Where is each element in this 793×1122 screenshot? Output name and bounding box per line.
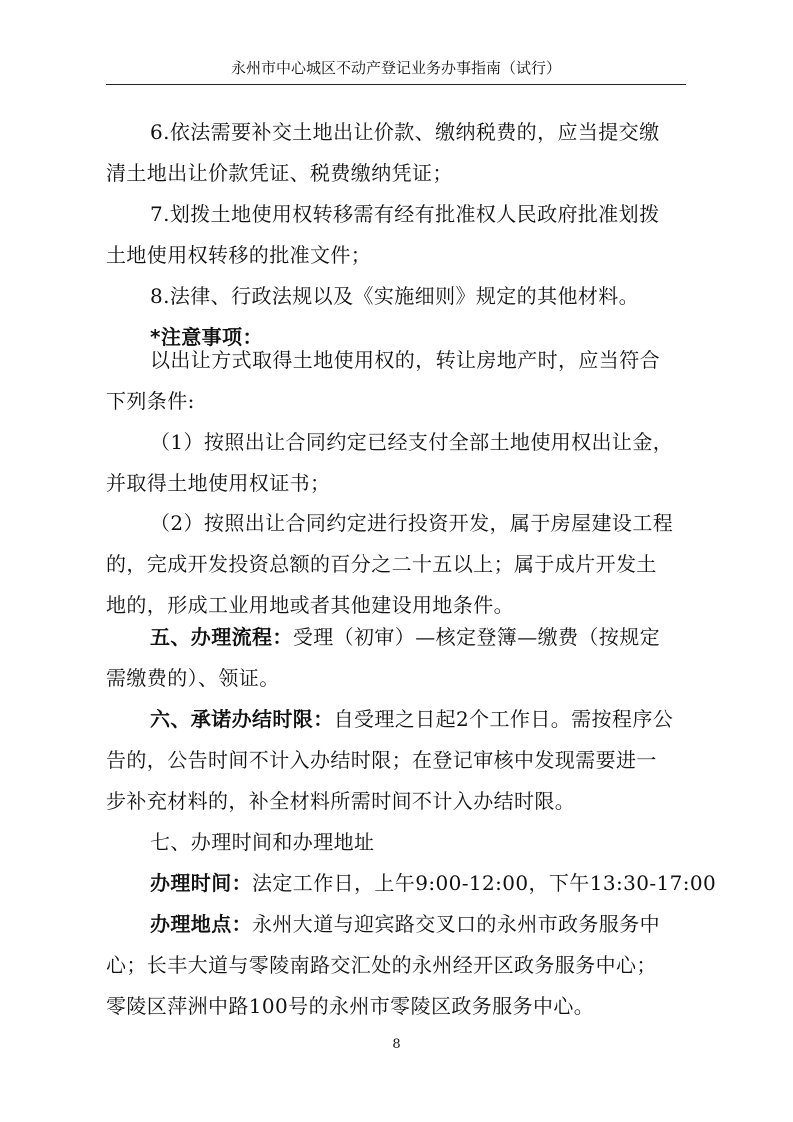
hours-text: 法定工作日，上午9:00-12:00，下午13:30-17:00 (252, 871, 717, 895)
process-text: 受理（初审）—核定登簿—缴费（按规定 (292, 625, 661, 649)
body-line-22: 心；长丰大道与零陵南路交汇处的永州经开区政务服务中心； (106, 953, 657, 977)
body-line-7: 以出让方式取得土地使用权的，转让房地产时，应当符合 (150, 348, 660, 372)
body-line-13: 地的，形成工业用地或者其他建设用地条件。 (106, 593, 514, 617)
body-line-5: 8.法律、行政法规以及《实施细则》规定的其他材料。 (150, 284, 640, 308)
body-line-2: 清土地出让价款凭证、税费缴纳凭证； (106, 161, 453, 185)
process-label: 五、办理流程： (150, 625, 293, 649)
body-line-11: （2）按照出让合同约定进行投资开发，属于房屋建设工程 (150, 511, 674, 535)
body-line-1: 6.依法需要补交土地出让价款、缴纳税费的，应当提交缴 (150, 120, 660, 144)
body-line-12: 的，完成开发投资总额的百分之二十五以上；属于成片开发土 (106, 552, 657, 576)
body-line-4: 土地使用权转移的批准文件； (106, 243, 372, 267)
deadline-label: 六、承诺办结时限： (150, 707, 334, 731)
deadline-line (150, 704, 673, 734)
body-line-10: 并取得土地使用权证书； (106, 471, 331, 495)
deadline-text: 自受理之日起2个工作日。需按程序公 (333, 707, 674, 731)
address-label: 办理地点： (150, 912, 252, 936)
notice-heading: *注意事项： (150, 325, 263, 349)
address-text: 永州大道与迎宾路交叉口的永州市政务服务中 (252, 912, 660, 936)
running-header: 永州市中心城区不动产登记业务办事指南（试行） (230, 59, 561, 77)
body-line-3: 7.划拨土地使用权转移需有经有批准权人民政府批准划拨 (150, 202, 660, 226)
hours-label: 办理时间： (150, 871, 252, 895)
section-7-heading: 七、办理时间和办理地址 (150, 830, 375, 854)
body-line-18: 步补充材料的，补全材料所需时间不计入办结时限。 (106, 789, 576, 813)
header-divider (106, 84, 686, 85)
page-number: 8 (392, 1037, 401, 1052)
body-line-9: （1）按照出让合同约定已经支付全部土地使用权出让金， (150, 430, 674, 454)
hours-line (150, 868, 716, 898)
body-line-8: 下列条件: (106, 389, 195, 413)
address-line (150, 909, 660, 939)
body-line-15: 需缴费的）、领证。 (106, 666, 280, 690)
body-line-17: 告的，公告时间不计入办结时限；在登记审核中发现需要进一 (106, 748, 657, 772)
process-line (150, 622, 660, 652)
body-line-23: 零陵区萍洲中路100号的永州市零陵区政务服务中心。 (106, 994, 595, 1018)
